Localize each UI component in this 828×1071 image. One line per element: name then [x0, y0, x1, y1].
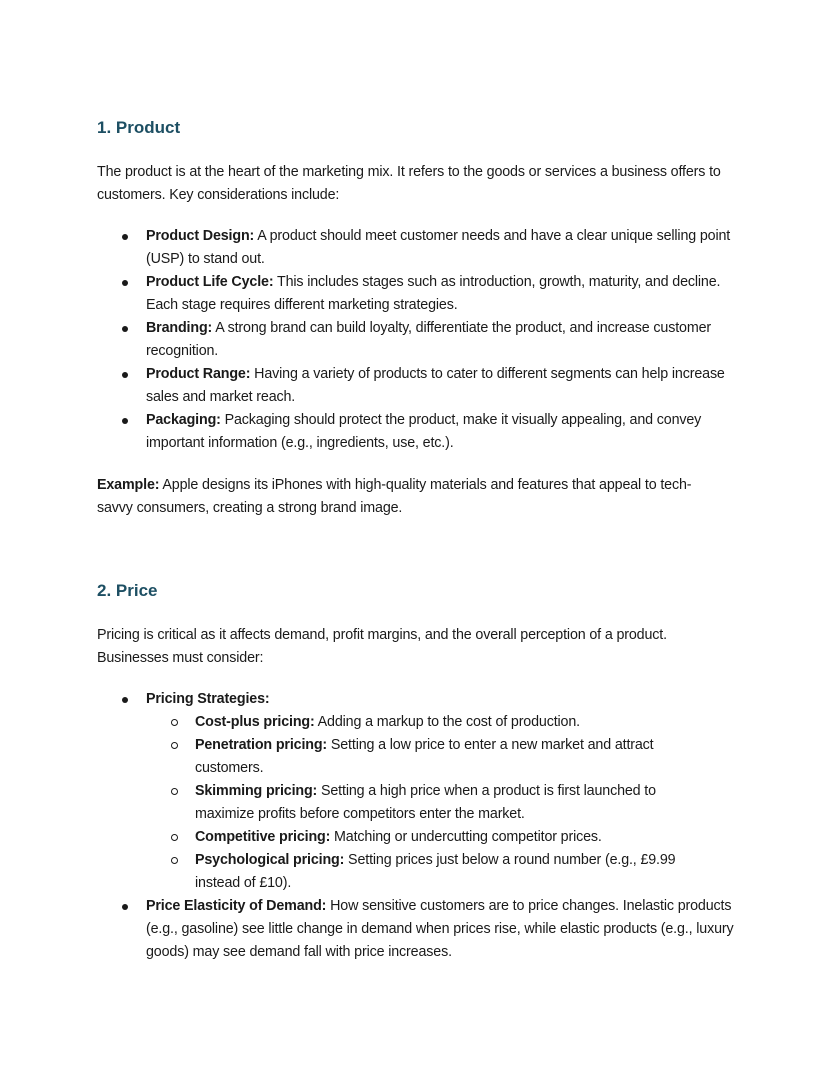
list-item — [146, 225, 736, 271]
list-item — [146, 409, 736, 455]
item-text: Packaging should protect the product, make it visually appealing, and convey important information (e.g., ingredients, use, etc.). — [146, 412, 702, 451]
item-term: Psychological pricing: — [195, 852, 345, 868]
item-term: Product Design: — [146, 228, 255, 244]
item-term: Penetration pricing: — [195, 737, 328, 753]
item-term: Cost-plus pricing: — [195, 714, 315, 730]
product-intro: The product is at the heart of the marketing mix. It refers to the goods or services a business offers to customers. Key considerations include: — [97, 164, 721, 203]
list-item — [146, 688, 736, 895]
item-text: Matching or undercutting competitor prices. — [330, 829, 602, 845]
list-item — [146, 271, 736, 317]
item-term: Skimming pricing: — [195, 783, 318, 799]
item-term: Pricing Strategies: — [146, 691, 270, 707]
item-text: Setting a high price when a product is first launched to maximize profits before competitors enter the market. — [195, 783, 656, 822]
item-text: How sensitive customers are to price changes. Inelastic products (e.g., gasoline) see little change in demand when prices rise, while elastic products (e.g., luxury goods) may see demand fall with price increases. — [146, 898, 734, 960]
price-intro: Pricing is critical as it affects demand, profit margins, and the overall perception of a product. Businesses must consider: — [97, 627, 667, 666]
item-text: Adding a markup to the cost of production. — [314, 714, 580, 730]
sublist-item — [195, 734, 695, 780]
price-considerations-list — [146, 688, 736, 964]
item-text: Setting a low price to enter a new market and attract customers. — [195, 737, 654, 776]
item-term: Competitive pricing: — [195, 829, 331, 845]
sublist-item — [195, 826, 695, 849]
pricing-strategies-sublist — [195, 711, 695, 895]
sublist-item — [195, 711, 695, 734]
list-item — [146, 895, 736, 964]
sublist-item — [195, 780, 695, 826]
item-text: This includes stages such as introduction, growth, maturity, and decline. Each stage requires different marketing strategies. — [146, 274, 721, 313]
section-heading-product: 1. Product — [97, 118, 181, 137]
sublist-item — [195, 849, 695, 895]
item-text: Having a variety of products to cater to different segments can help increase sales and market reach. — [146, 366, 725, 405]
item-term: Packaging: — [146, 412, 221, 428]
section-heading-price: 2. Price — [97, 581, 158, 600]
item-term: Product Life Cycle: — [146, 274, 274, 290]
item-term: Branding: — [146, 320, 213, 336]
item-text: A product should meet customer needs and have a clear unique selling point (USP) to stand out. — [146, 228, 731, 267]
item-term: Price Elasticity of Demand: — [146, 898, 327, 914]
list-item — [146, 317, 736, 363]
example-text: Apple designs its iPhones with high-quality materials and features that appeal to tech-savvy consumers, creating a strong brand image. — [97, 477, 692, 516]
example-label: Example: — [97, 477, 160, 493]
item-text: Setting prices just below a round number (e.g., £9.99 instead of £10). — [195, 852, 676, 891]
item-term: Product Range: — [146, 366, 251, 382]
item-text: A strong brand can build loyalty, differentiate the product, and increase customer recognition. — [146, 320, 711, 359]
product-considerations-list — [146, 225, 736, 455]
list-item — [146, 363, 736, 409]
product-example — [97, 474, 727, 520]
